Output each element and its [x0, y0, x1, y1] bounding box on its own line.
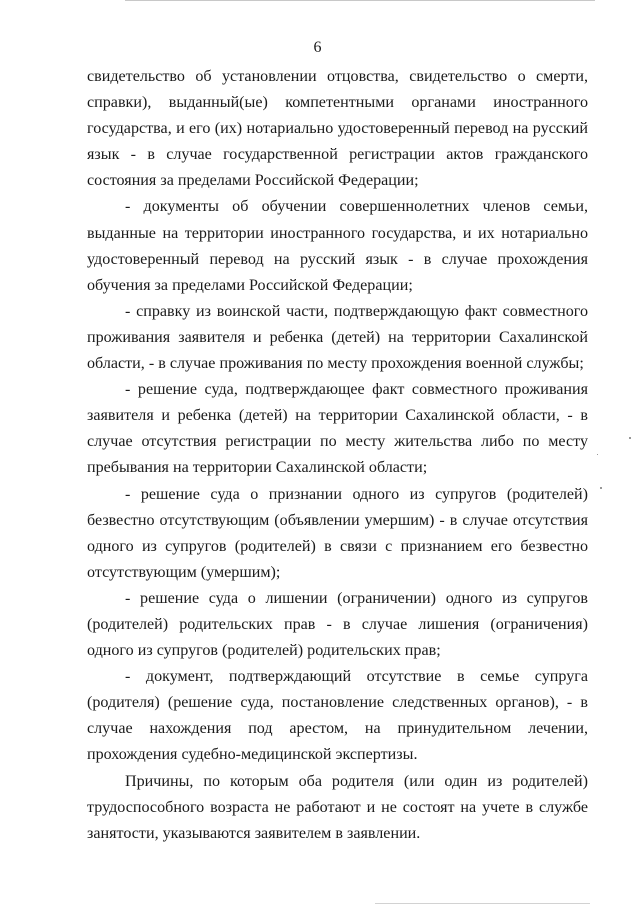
paragraph-court-decision-cohabitation: - решение суда, подтверждающее факт совместного проживания заявителя и ребенка (детей) на территории Сахалинской области, - в случае отсутствия регистрации по месту жительства либо по месту пребывания на территории Сахалинской области;	[87, 381, 588, 477]
document-body	[87, 64, 588, 847]
page-number: 6	[313, 39, 322, 56]
paragraph-absence-document: - документ, подтверждающий отсутствие в семье супруга (родителя) (решение суда, постановление следственных органов), - в случае нахождения под арестом, на принудительном лечении, прохождения судебно-медицинской экспертизы.	[87, 668, 588, 764]
paragraph-foreign-education-documents: - документы об обучении совершеннолетних членов семьи, выданные на территории иностранного государства, и их нотариально удостоверенный перевод на русский язык - в случае прохождения обучения за пределами Российской Федерации;	[87, 198, 588, 294]
scan-speck	[629, 437, 631, 439]
scan-speck	[597, 454, 598, 455]
scan-speck	[600, 487, 602, 489]
paragraph-court-decision-missing-spouse: - решение суда о признании одного из супругов (родителей) безвестно отсутствующим (объявлении умершим) - в случае отсутствия одного из супругов (родителей) в связи с признанием его безвестно отсутствующим (умершим);	[87, 485, 588, 581]
paragraph-military-unit-certificate: - справку из воинской части, подтверждающую факт совместного проживания заявителя и ребенка (детей) на территории Сахалинской области, - в случае проживания по месту прохождения военной службы;	[87, 302, 588, 373]
paragraph-continuation: свидетельство об установлении отцовства, свидетельство о смерти, справки), выданный(ые) компетентными органами иностранного государства, и его (их) нотариально удостоверенный перевод на русский язык - в случае государственной регистрации актов гражданского состояния за пределами Российской Федерации;	[87, 68, 588, 190]
scan-edge-bottom	[375, 903, 590, 904]
paragraph-court-decision-parental-rights: - решение суда о лишении (ограничении) одного из супругов (родителей) родительских прав - в случае лишения (ограничения) одного из супругов (родителей) родительских прав;	[87, 589, 588, 660]
scan-edge-top	[125, 0, 595, 1]
paragraph-unemployment-reasons: Причины, по которым оба родителя (или один из родителей) трудоспособного возраста не работают и не состоят на учете в службе занятости, указываются заявителем в заявлении.	[87, 772, 588, 842]
